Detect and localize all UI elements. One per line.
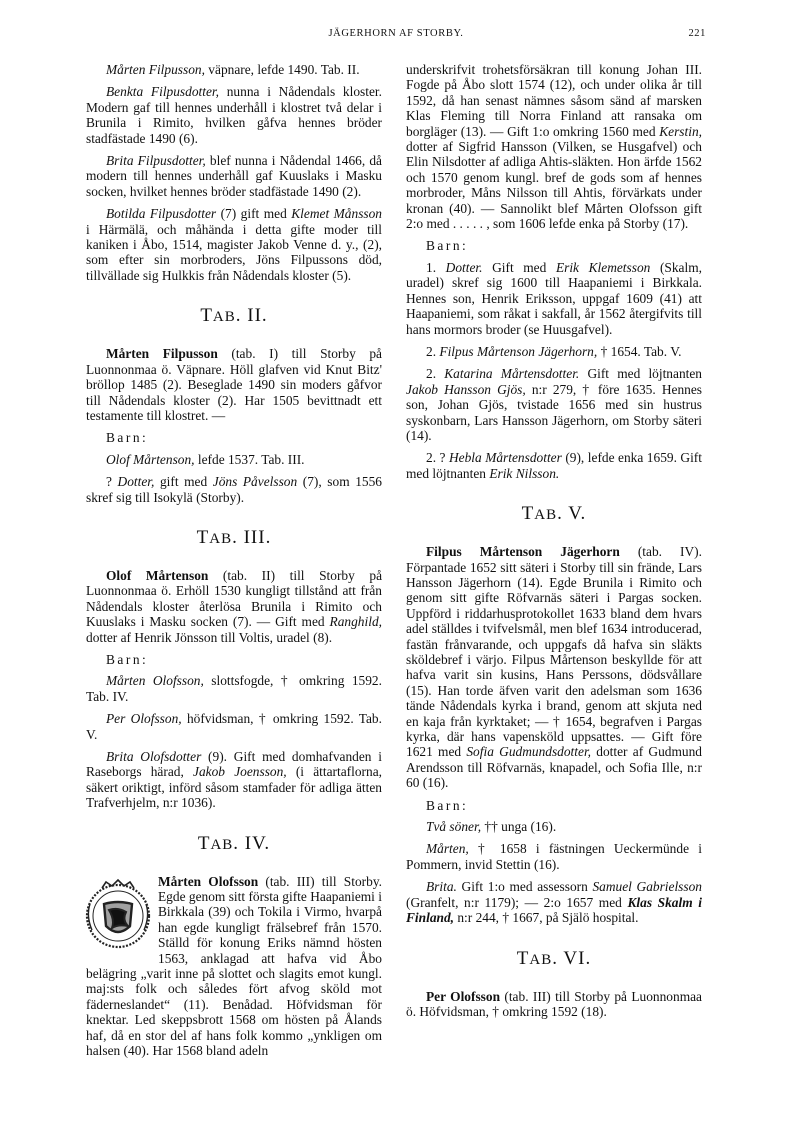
heading-part: T [200,305,213,327]
barn-label: Barn: [106,430,149,446]
heading-part: T [197,832,211,854]
child-entry [406,841,702,872]
entry-text: dotter af Gudmund Arendsson till Röfvarnäs, knapadel, och Sofia Ille, n:r 60 (16). [406,744,702,791]
entry-text: dotter af Henrik Jönsson till Voltis, uradel (8). [86,629,333,645]
entry-text: underskrifvit trohetsförsäkran till konung Johan III. Fogde på Åbo slott 1574 (12), och under olika år till 1592, då han senast nämnes såsom sänd af marsken Klas Fleming till Norra Finland att ransaka om borgläger (13). — Gift 1:o omkring 1560 med [406,62,702,139]
entry-text: gift med [154,474,213,490]
tab-v-heading [406,503,702,526]
person-name: Mårten Filpusson, [106,62,205,77]
entry-text: (Skalm, uradel) skref sig 1600 till Haapaniemi i Birkkala. Hennes son, Henrik Eriksson, uppgaf 1609 (41) att Haapaniemi, som råkat i sakfall, år 1562 återgifvits till hans mormors broder (se Huusgafvel). [406,259,702,337]
tab-ii-heading [86,305,382,328]
entry-brita [86,153,382,199]
heading-part: . V. [557,503,587,525]
page-header [0,28,792,46]
tab-iv-continuation [406,62,702,231]
person-name: Olof Mårtenson, [106,451,195,467]
heading-part: T [516,947,530,969]
child-entry [86,711,382,742]
heading-part: AB [210,836,234,853]
entry-text: Gift 1:o med assessorn [456,879,593,895]
entry-text: n:r 244, † 1667, på Själö hospital. [454,910,639,926]
husband-name: Erik Nilsson. [489,465,560,481]
entry-text: † 1654. Tab. V. [597,343,682,359]
entry-text: (tab. III) till Storby på Luonnonmaa ö. Höfvidsman, † omkring 1592 (18). [406,988,702,1019]
person-name: Katarina Mårtensdotter. [444,366,580,382]
heading-part: . IV. [233,832,271,854]
left-column [86,62,382,1066]
wife-name: Kerstin, [659,123,702,139]
lead-name: Per Olofsson [426,988,501,1004]
husband-name: Samuel Gabrielsson [592,879,702,895]
child-entry [86,673,382,704]
husband-name: Jakob Joensson, [193,764,287,780]
entry-text: (tab. I) till Storby på Luonnonmaa ö. Väpnare. Höll glafven vid Knut Bitz' bröllop 1485 (2). Beseglade 1490 sin moders gåfvor till Nådendals kloster (2). Har 1505 bevittnadt ett testamente till klostret. — [86,346,382,423]
child-number: 1. [426,259,446,275]
child-entry [406,344,702,359]
entry-text: (7), som 1556 skref sig till Isokylä (Storby). [86,474,382,505]
entry-benkta [86,84,382,146]
entry-text: lefde 1537. Tab. III. [194,451,305,467]
husband-name: Jakob Hansson Gjös, [406,381,526,397]
wife-name: Ranghild, [329,614,382,630]
child-entry [406,366,702,443]
tab-v-lead [406,544,702,791]
heraldic-seal-icon [82,874,152,954]
heading-part: . VI. [552,947,592,969]
person-name: Benkta Filpusdotter, [106,84,219,100]
person-name: Dotter, [117,474,155,490]
heading-part: AB [534,507,558,524]
person-name: Mårten, [426,841,469,857]
heading-part: T [196,526,210,548]
heading-part: T [521,503,535,525]
entry-marten-filpusson [86,62,382,77]
barn-label: Barn: [426,797,469,813]
barn-label: Barn: [426,238,469,254]
lead-name: Mårten Filpusson [106,346,218,362]
entry-text: dotter af Sigfrid Hansson (Vilken, se Husgafvel) och Elin Nilsdotter af adliga Ahtis-släkten. Hon ärfde 1562 och 1570 genom kungl. bref de gods som af hennes morbroder, Måns Nilsson till Ahtis, förvärkats under kronan (40). — Sannolikt blef Mårten Olofsson gift 2:o med . . . . . , som 1606 lefde enka på Storby (17). [406,139,702,232]
right-column [406,62,702,1026]
husband-name: Erik Klemetsson [555,259,651,275]
lead-name: Olof Mårtenson [106,567,209,583]
tab-vi-lead [406,989,702,1020]
person-name: Brita. [426,879,457,895]
entry-text: †† unga (16). [481,819,557,835]
entry-text: n:r 279, † före 1635. Hennes son, Johan Gjös, tvistade 1656 med sin hustrus syskonbarn, Lars Hansson Jägerhorn, om Storby säteri (14). [406,381,703,443]
entry-text: slottsfogde, † omkring 1592. Tab. IV. [86,673,382,704]
entry-text: Gift med [482,259,556,275]
heading-part: AB [529,951,553,968]
husband-name: Klemet Månsson [291,206,383,222]
entry-text: (tab. III) till Storby. Egde genom sitt första gifte Haapaniemi i Birkkala (39) och Tokila i Virmo, hvarpå han egde kungligt frälsebref från 1570. Ställd för konung Eriks nämnd hösten 1563, anklagad att hafva vid Åbo belägring „varit inne på slottet och slagits emot kungl. maj:sts folk och således fört afvog sköld mot fäderneslandet“ (11). Benådad. Höfvidsman för knektar. Led skeppsbrott 1568 om hösten på Ålands haf, då en stor del af hans folk kommo „ynkligen om halsen (40). Har 1568 bland adeln [86,873,382,1059]
child-entry [406,260,702,337]
barn-label: Barn: [106,651,149,667]
tab-iii-heading [86,527,382,550]
tab-vi-heading [406,948,702,971]
heading-part: . III. [232,526,272,548]
child-entry [86,474,382,505]
entry-text: (tab. IV). Förpantade 1652 sitt säteri i Storby till sin frände, Lars Hansson Jägerhorn (14). Egde Brunila i Rimito och genom sitt gifte Röfvarnäs säteri i Pargas socken. Uppförd i riddarhusprotokollet 1633 bland dem hvars adel ställdes i tvifvelsmål, men blef 1634 introducerad, fastän frånvarande, och uppgafs då hafva sin släkts sköldebref i värjo. Filpus Mårtenson beskyllde för att hafva varit sin kusins, Hans Perssons, dödsvållare (15). Han torde äfven varit den adelsman som 1636 tände Nådendals kyrka i brand, genom att skjuta ned en kaja från kyrktaket; — † 1654, begrafven i Pargas kyrka, där hans vapensköld uppsattes. — Gift före 1621 med [406,544,702,760]
lead-name: Filpus Mårtenson Jägerhorn [426,544,620,560]
person-name: Två söner, [426,819,482,835]
wife-name: Sofia Gudmundsdotter, [466,744,592,760]
tab-iv-lead [86,874,382,1059]
person-name: Per Olofsson, [106,711,182,727]
running-title: JÄGERHORN AF STORBY. [328,28,464,39]
person-name: Mårten Olofsson, [106,673,204,689]
entry-text: (Granfelt, n:r 1179); — 2:o 1657 med [406,894,628,910]
entry-botilda [86,206,382,283]
person-name: Dotter. [445,259,483,275]
entry-text: ? [106,474,118,490]
child-entry [406,819,702,834]
page-number: 221 [688,28,706,39]
child-entry [86,452,382,467]
entry-text: blef nunna i Nådendal 1466, då modern till hennes underhåll gaf Kuuslaks i Masku socken, hvilket hennes bröder stadfästade 1490 (2). [86,153,382,199]
seal-graphic [82,874,152,954]
entry-text: (9). Gift med domhafvanden i Raseborgs härad, [86,749,382,780]
heading-part: AB [209,530,233,547]
heading-part: AB [212,309,236,326]
child-entry [86,749,382,811]
husband-name: Klas Skalm i Finland, [406,894,702,926]
tab-iv-heading [86,833,382,856]
tab-iii-lead [86,568,382,645]
person-name: Brita Olofsdotter [106,749,202,764]
husband-name: Jöns Påvelsson [212,474,298,490]
entry-text: nunna i Nådendals kloster. Modern gaf till hennes underhåll i klostret två delar i Brunila i Rimito, hvilken gåfva hennes bröder stadfästade 1490 (6). [86,84,382,146]
entry-text: väpnare, lefde 1490. Tab. II. [204,62,360,77]
entry-text: (i ättartaflorna, säkert oriktigt, införd såsom stamfader för adliga ätten Trafverhjelm, n:r 1036). [86,764,382,811]
entry-text: Gift med löjtnanten [579,366,702,382]
entry-text: † 1658 i fästningen Ueckermünde i Pommern, invid Stettin (16). [406,841,702,872]
child-entry [406,879,702,925]
tab-ii-lead [86,346,382,423]
child-number: 2. [426,343,440,359]
person-name: Filpus Mårtenson Jägerhorn, [439,343,598,359]
entry-text: (7) gift med [216,206,292,222]
child-number: 2. [426,366,445,382]
entry-text: (9), lefde enka 1659. Gift med löjtnanten [406,450,702,481]
child-entry [406,450,702,481]
heading-part: . II. [235,305,268,327]
person-name: Botilda Filpusdotter [106,206,217,222]
person-name: Hebla Mårtensdotter [448,450,562,466]
entry-text: (tab. II) till Storby på Luonnonmaa ö. Erhöll 1530 kungligt tillstånd att från Nådendals kloster återlösa Brunila i Rimito och Kuuslaks i Masku socken (7). — Gift med [86,567,383,630]
entry-text: höfvidsman, † omkring 1592. Tab. V. [86,711,382,742]
entry-text: i Härmälä, och måhända i detta gifte moder till kaniken i Åbo, 1514, magister Jakob Venne d. y., (2), som efter sin morbroders, Jöns Filpussons död, tillvällade sig Hulkkis från Nådendals kloster (5). [86,221,382,283]
person-name: Brita Filpusdotter, [106,153,206,169]
child-number: 2. ? [426,450,449,466]
lead-name: Mårten Olofsson [158,873,259,889]
